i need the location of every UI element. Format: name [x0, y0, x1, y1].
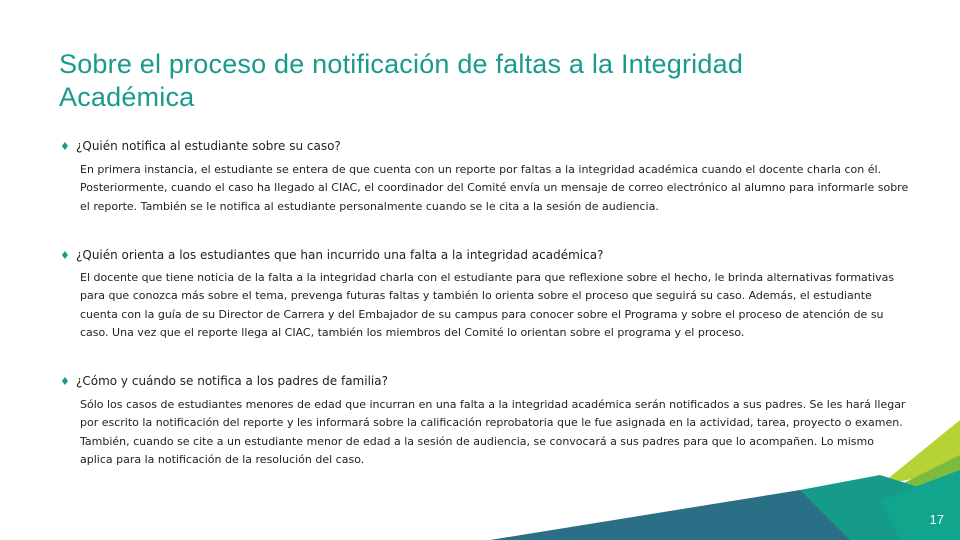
answer-2: El docente que tiene noticia de la falta a la integridad charla con el estudiante para que reflexione sobre el hecho, le brinda alternativas formativas para que conozca más sobre el tema, prevenga futuras faltas y también lo orienta sobre el proceso que seguirá su caso. Además, el estudiante cuenta con la guía de su Director de Carrera y del Embajador de su campus para conocer sobre el Programa y sobre el proceso de atención de su caso. Una vez que el reporte llega al CIAC, también los miembros del Comité lo orientan sobre el programa y el proceso.: [80, 271, 895, 340]
diamond-bullet-icon: ♦: [60, 248, 70, 262]
diamond-bullet-icon: ♦: [60, 374, 70, 388]
question-2-text: ¿Quién orienta a los estudiantes que han incurrido una falta a la integridad académica?: [76, 248, 604, 262]
question-3-text: ¿Cómo y cuándo se notifica a los padres de familia?: [76, 374, 388, 388]
answer-1: En primera instancia, el estudiante se entera de que cuenta con un reporte por faltas a la integridad académica cuando el docente charla con él. Posteriormente, cuando el caso ha llegado al CIAC, el coordinador del Comité envía un mensaje de correo electrónico al alumno para informarle sobre el reporte. También se le notifica al estudiante personalmente cuando se le cita a la sesión de audiencia.: [80, 163, 909, 213]
page-number: 17: [929, 512, 944, 527]
answer-3: Sólo los casos de estudiantes menores de edad que incurran en una falta a la integridad académica serán notificados a sus padres. Se les hará llegar por escrito la notificación del reporte y les informará sobre la calificación reprobatoria que le fue asignada en la actividad, tarea, proyecto o examen. También, cuando se cite a un estudiante menor de edad a la sesión de audiencia, se convocará a sus padres para que lo acompañen. Lo mismo aplica para la notificación de la resolución del caso.: [80, 398, 906, 467]
question-1-text: ¿Quién notifica al estudiante sobre su caso?: [76, 139, 341, 153]
slide-title: Sobre el proceso de notificación de faltas a la Integridad Académica: [59, 49, 744, 112]
diamond-bullet-icon: ♦: [60, 139, 70, 153]
